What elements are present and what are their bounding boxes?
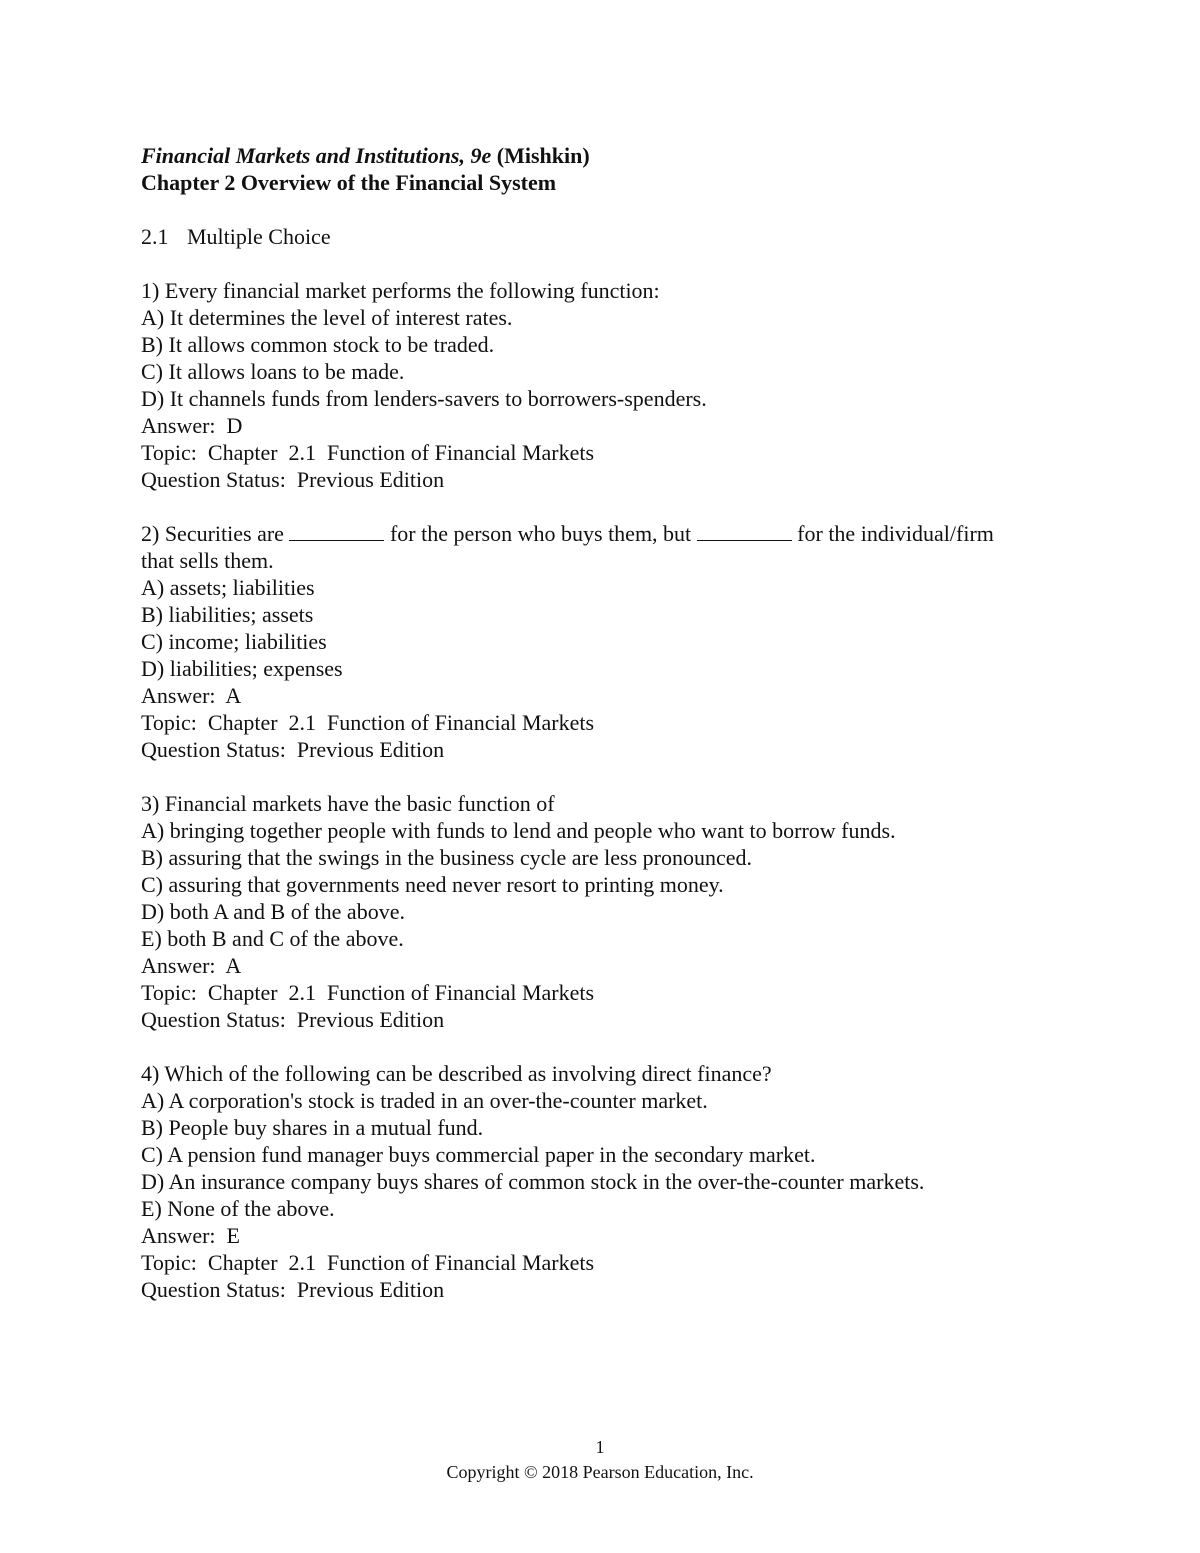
page-number: 1 <box>595 1437 605 1457</box>
question-stem: 3) Financial markets have the basic function of <box>141 791 555 816</box>
answer-option: C) assuring that governments need never resort to printing money. <box>141 872 724 897</box>
section-title: Multiple Choice <box>187 224 331 249</box>
answer-option: A) bringing together people with funds to lend and people who want to borrow funds. <box>141 818 896 843</box>
answer-option: D) both A and B of the above. <box>141 899 405 924</box>
answer-option: B) It allows common stock to be traded. <box>141 332 495 357</box>
question-status: Question Status: Previous Edition <box>141 1007 445 1032</box>
answer-option: E) both B and C of the above. <box>141 926 404 951</box>
question-status: Question Status: Previous Edition <box>141 467 445 492</box>
answer-option: A) assets; liabilities <box>141 575 315 600</box>
fill-in-blank <box>697 522 792 541</box>
question-3 <box>141 790 1101 1033</box>
question-stem-part: for the individual/firm <box>791 521 994 546</box>
copyright-notice: Copyright © 2018 Pearson Education, Inc. <box>446 1462 754 1482</box>
fill-in-blank <box>289 522 384 541</box>
question-stem-continued: that sells them. <box>141 548 274 573</box>
question-status: Question Status: Previous Edition <box>141 737 445 762</box>
section-number: 2.1 <box>141 224 169 249</box>
book-author: (Mishkin) <box>491 143 590 168</box>
question-2 <box>141 520 1101 763</box>
answer-option: D) liabilities; expenses <box>141 656 343 681</box>
question-topic: Topic: Chapter 2.1 Function of Financial Markets <box>141 980 595 1005</box>
answer-option: E) None of the above. <box>141 1196 335 1221</box>
correct-answer: Answer: E <box>141 1223 240 1248</box>
correct-answer: Answer: A <box>141 953 242 978</box>
answer-option: B) People buy shares in a mutual fund. <box>141 1115 484 1140</box>
question-stem <box>141 520 1101 547</box>
answer-option: D) An insurance company buys shares of common stock in the over-the-counter markets. <box>141 1169 925 1194</box>
book-title: Financial Markets and Institutions, 9e <box>141 143 492 168</box>
question-status: Question Status: Previous Edition <box>141 1277 445 1302</box>
correct-answer: Answer: A <box>141 683 242 708</box>
page-content <box>141 142 1101 1303</box>
question-topic: Topic: Chapter 2.1 Function of Financial Markets <box>141 440 595 465</box>
question-1 <box>141 277 1101 493</box>
chapter-heading: Chapter 2 Overview of the Financial System <box>141 170 557 195</box>
book-title-line <box>141 142 1101 169</box>
answer-option: A) A corporation's stock is traded in an over-the-counter market. <box>141 1088 708 1113</box>
answer-option: A) It determines the level of interest rates. <box>141 305 513 330</box>
answer-option: D) It channels funds from lenders-savers to borrowers-spenders. <box>141 386 707 411</box>
correct-answer: Answer: D <box>141 413 243 438</box>
question-stem-part: for the person who buys them, but <box>384 521 697 546</box>
answer-option: B) liabilities; assets <box>141 602 314 627</box>
question-stem: 4) Which of the following can be described as involving direct finance? <box>141 1061 772 1086</box>
section-heading <box>141 223 1101 250</box>
answer-option: C) income; liabilities <box>141 629 327 654</box>
answer-option: C) It allows loans to be made. <box>141 359 405 384</box>
question-4 <box>141 1060 1101 1303</box>
question-stem-part: 2) Securities are <box>141 521 290 546</box>
answer-option: B) assuring that the swings in the business cycle are less pronounced. <box>141 845 752 870</box>
question-topic: Topic: Chapter 2.1 Function of Financial Markets <box>141 710 595 735</box>
question-stem: 1) Every financial market performs the following function: <box>141 278 660 303</box>
answer-option: C) A pension fund manager buys commercial paper in the secondary market. <box>141 1142 816 1167</box>
question-topic: Topic: Chapter 2.1 Function of Financial Markets <box>141 1250 595 1275</box>
